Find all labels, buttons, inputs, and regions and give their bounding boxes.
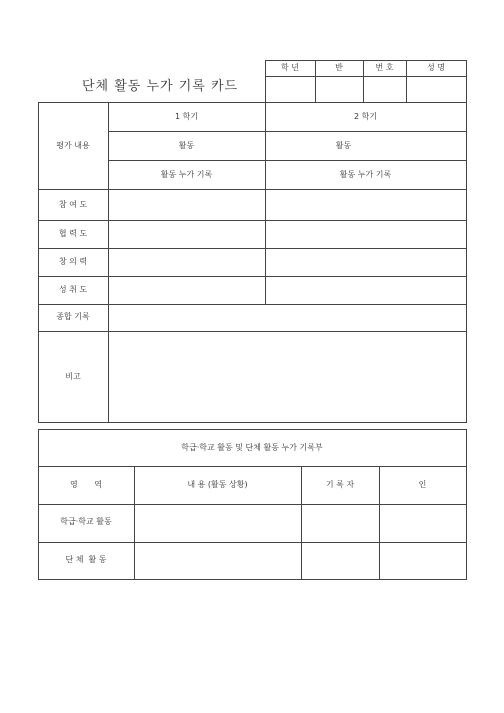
col-seal: 인: [418, 480, 427, 489]
record-1: 활동 누가 기록: [160, 170, 213, 179]
criterion-cooperation: 협 력 도: [58, 229, 88, 238]
header-number: 번 호: [375, 63, 394, 72]
semester-1: 1 학기: [174, 112, 199, 121]
col-recorder: 기 록 자: [325, 480, 355, 489]
row-class-school-activity: 학급·학교 활동: [60, 517, 112, 526]
eval-row-header: 평가 내용: [56, 141, 90, 150]
activity-2: 활동: [335, 141, 352, 150]
page-title: 단체 활동 누가 기록 카드: [82, 79, 239, 94]
activity-1: 활동: [178, 141, 195, 150]
overall-record-label: 종합 기록: [56, 312, 90, 321]
criterion-creativity: 창 의 력: [58, 257, 88, 266]
criterion-achievement: 성 취 도: [58, 285, 88, 294]
header-class: 반: [335, 63, 343, 72]
col-area: 영 역: [70, 480, 102, 489]
row-group-activity: 단 체 활 동: [65, 555, 107, 564]
remarks-label: 비고: [65, 372, 81, 381]
col-content: 내 용 (활동 상황): [187, 480, 248, 489]
header-grade: 학 년: [281, 63, 299, 72]
bottom-table-title: 학급·학교 활동 및 단체 활동 누가 기록부: [181, 443, 323, 452]
criterion-participation: 참 여 도: [58, 200, 88, 209]
header-name: 성 명: [427, 63, 445, 72]
record-2: 활동 누가 기록: [339, 170, 392, 179]
semester-2: 2 학기: [353, 112, 378, 121]
